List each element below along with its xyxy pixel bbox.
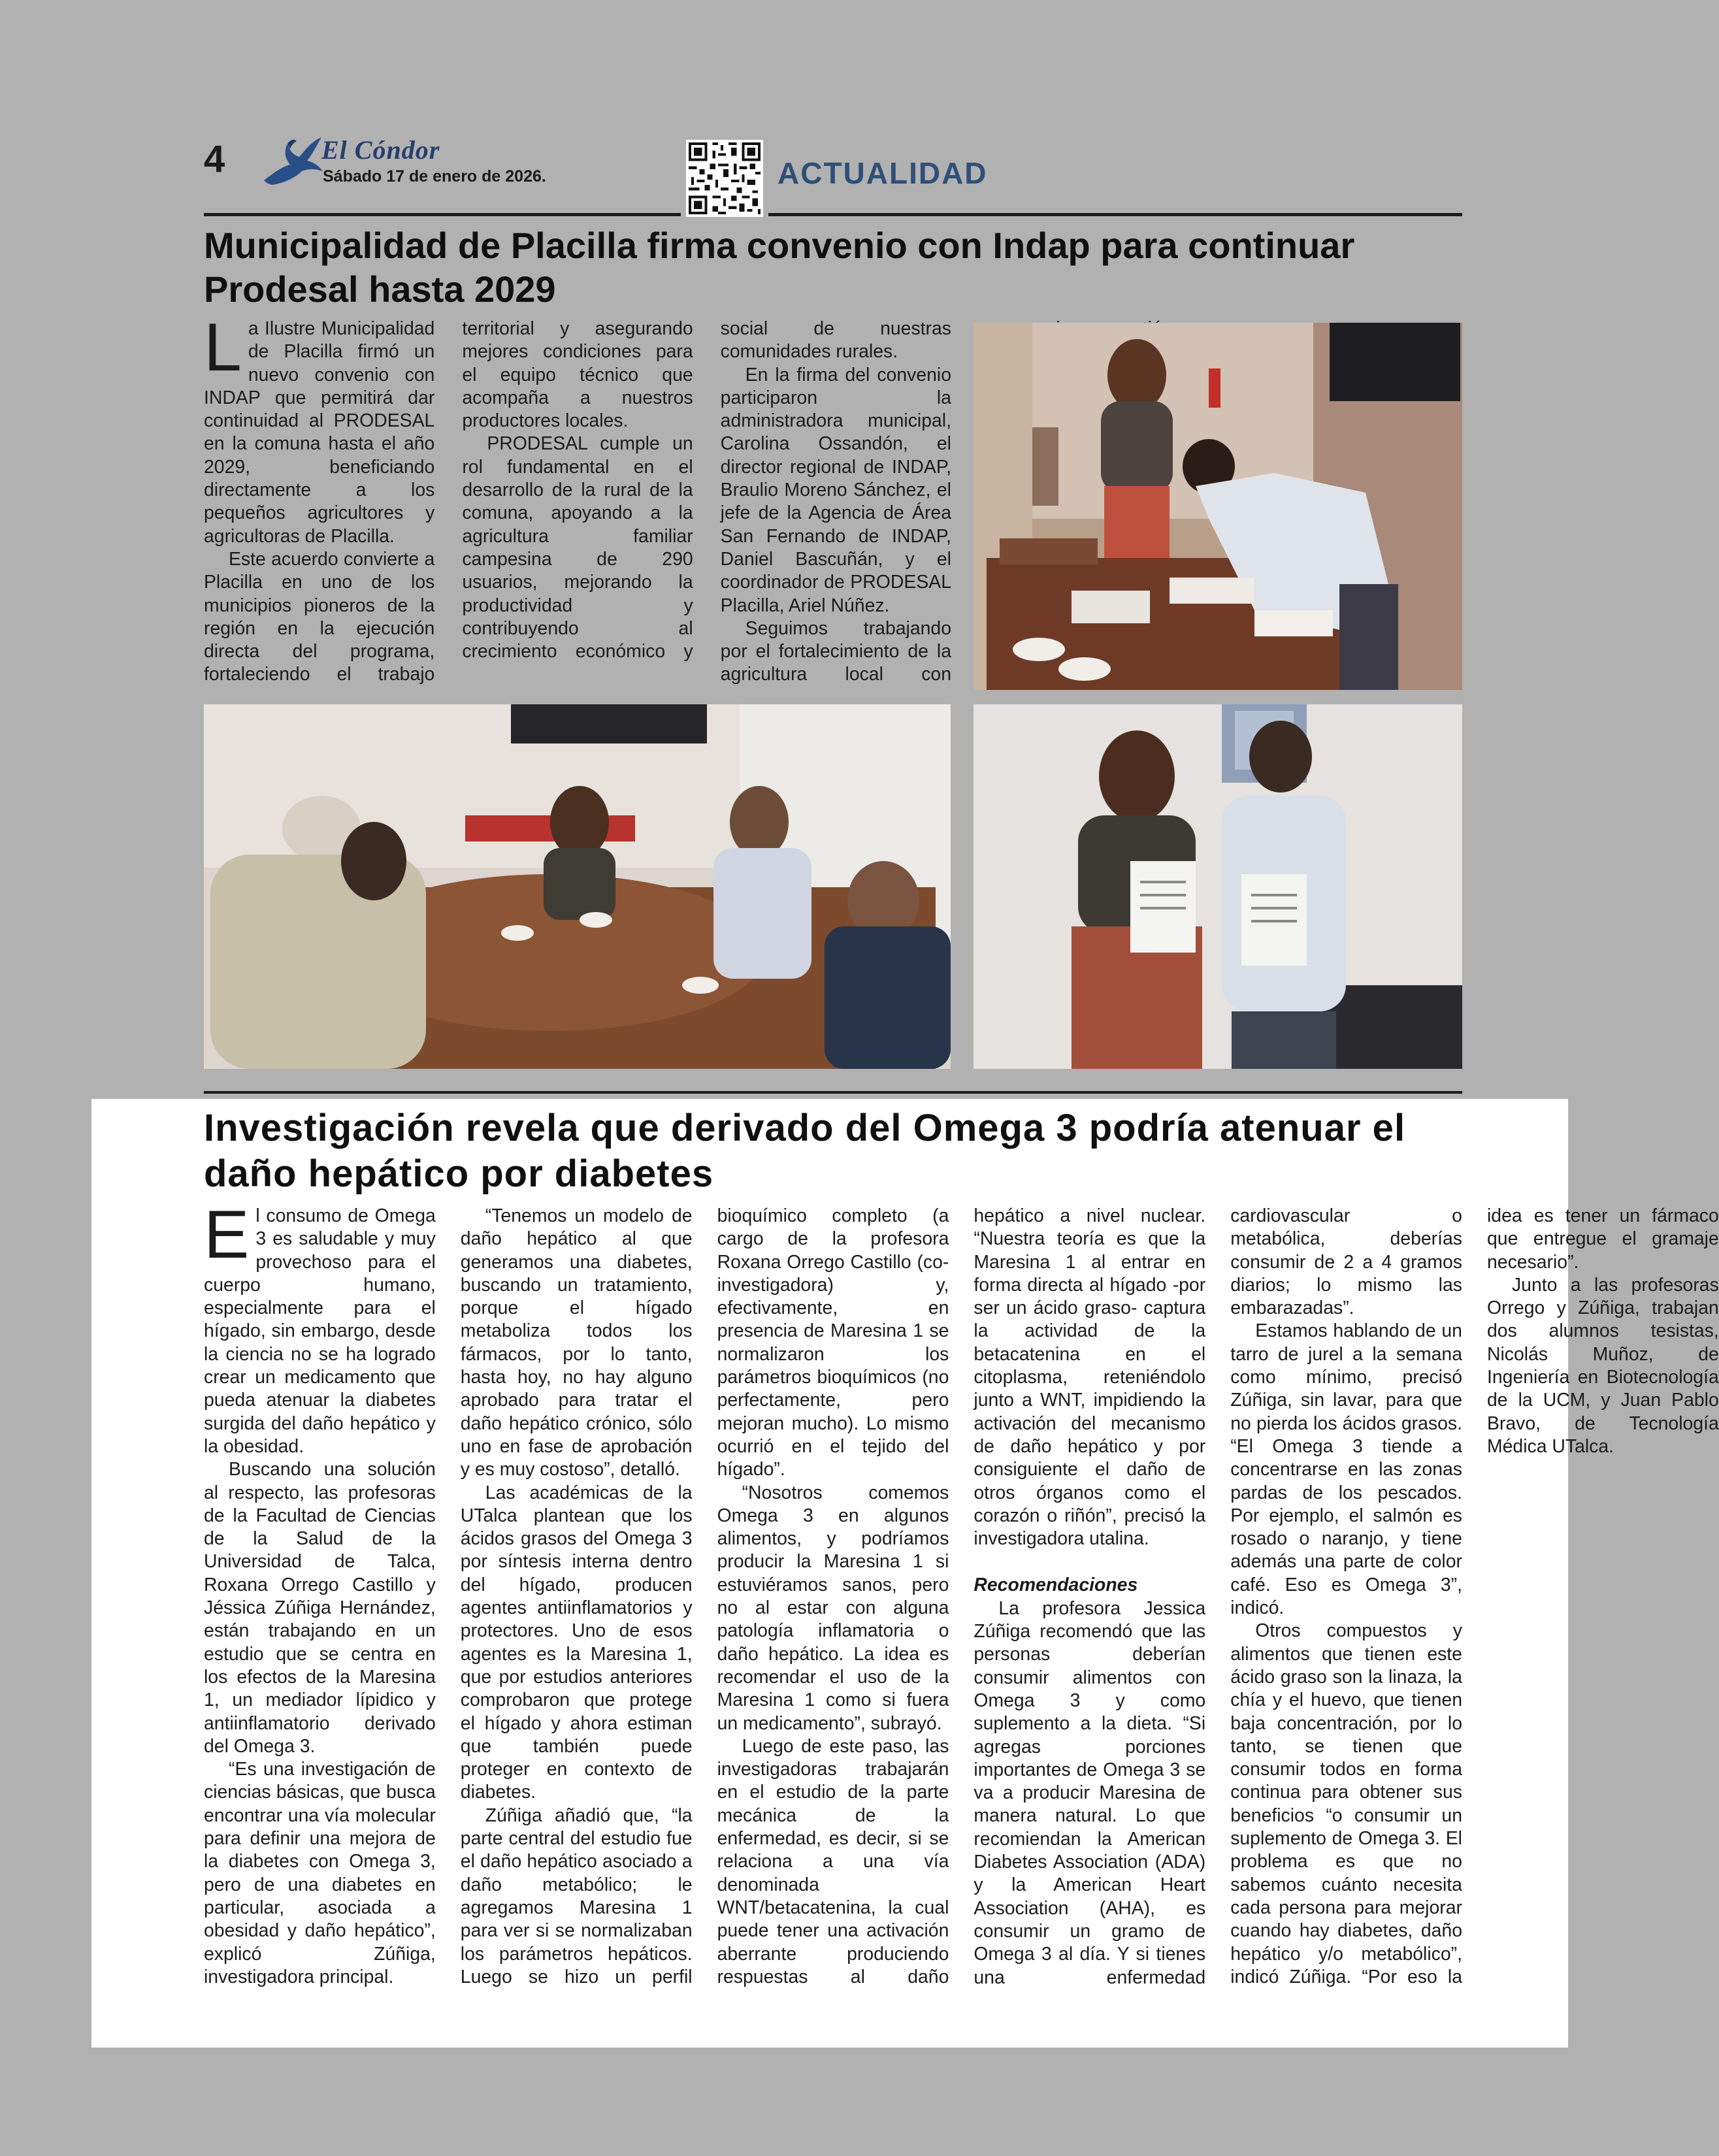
article2-subhead: Recomendaciones	[974, 1575, 1138, 1596]
article1-body	[204, 310, 951, 688]
header-rule-left	[204, 213, 681, 216]
qr-code-icon[interactable]	[686, 140, 763, 217]
article2-paragraph: “Tenemos un modelo de daño hepático al que generamos una diabetes, buscando un tratamiento, porque el hígado metaboliza todos los fármacos, por lo tanto, hasta hoy, no hay alguno aprobado para tratar el daño hepático crónico, sólo uno en fase de aprobación y es muy costoso”, detalló.	[460, 1205, 693, 1480]
photo-certificates	[974, 704, 1462, 1069]
article2-paragraph: Junto a las profesoras Orrego y Zúñiga, trabajan dos alumnos tesistas, Nicolás Muñoz, de Ingeniería en Biotecnología de la UCM, y Juan Pablo Bravo, de Tecnología Médica UTalca.	[1486, 1274, 1719, 1457]
article2-paragraph: Estamos hablando de un tarro de jurel a la semana como mínimo, precisó Zúñiga, sin lavar, para que no pierda los ácidos grasos. “El Omega 3 tiende a concentrarse en las zonas pardas de los pescados. Por ejemplo, el salmón es rosado o naranjo, y tiene además una parte de color café. Eso es Omega 3”, indicó.	[1230, 1320, 1462, 1619]
article2-paragraph: Buscando una solución al respecto, las profesoras de la Facultad de Ciencias de la Salud de la Universidad de Talca, Roxana Orrego Castillo y Jéssica Zúñiga Hernández, están trabajando en un estudio que se centra en los efectos de la Maresina 1, un mediador lípidico y antiinflamatorio derivado del Omega 3.	[204, 1459, 436, 1757]
masthead: El Cóndor	[321, 135, 440, 165]
article1-paragraph: En la firma del convenio participaron la administradora municipal, Carolina Ossandón, el director regional de INDAP, Braulio Moreno Sánchez, el jefe de la Agencia de Área San Fernando de INDAP, Daniel Bascuñán, y el coordinador de PRODESAL Placilla, Ariel Núñez.	[720, 364, 951, 616]
header-rule-right	[768, 213, 1462, 216]
issue-date: Sábado 17 de enero de 2026.	[323, 167, 546, 186]
article2-paragraph: Luego de este paso, las investigadoras trabajarán en el estudio de la parte mecánica de la enfermedad, es decir, si se relaciona a una vía denominada WNT/betacatenina, la cual puede tener una activación aberrante produciendo respuestas al daño hepático a nivel nuclear. “Nuestra teoría es que la Maresina 1 al entrar en forma directa al hígado -por ser un ácido graso- captura la actividad de la betacatenina en el citoplasma, reteniéndolo junto a WNT, impidiendo la activación del mecanismo de daño hepático y por consiguiente el daño de otros órganos como el corazón o riñón”, precisó la investigadora utalina.	[717, 1205, 1206, 1987]
article1-headline: Municipalidad de Placilla firma convenio con Indap para continuar Prodesal hasta 2029	[204, 225, 1355, 310]
section-title: ACTUALIDAD	[778, 156, 988, 190]
article2-paragraph: “Es una investigación de ciencias básicas, que busca encontrar una vía molecular para definir una mejora de la diabetes con Omega 3, pero de una diabetes en particular, asociada a obesidad y daño hepático”, explicó Zúñiga, investigadora principal.	[204, 1759, 436, 1987]
article1-paragraph: PRODESAL cumple un rol fundamental en el desarrollo de la rural de la comuna, apoyando a la agricultura familiar campesina de 290 usuarios, mejorando la productividad y contribuyendo al crecimiento económico y social de nuestras comunidades rurales.	[462, 318, 951, 662]
condor-icon	[261, 135, 324, 191]
article2-headline: Investigación revela que derivado del Omega 3 podría atenuar el daño hepático por diabetes	[204, 1107, 1406, 1195]
article1-dropcap: L	[204, 310, 242, 385]
photo-meeting	[204, 704, 951, 1069]
photo-signing	[974, 323, 1462, 690]
article1-paragraph: Seguimos trabajando por el fortalecimiento de la agricultura local con	[720, 617, 951, 685]
article2-paragraph: “Nosotros comemos Omega 3 en algunos alimentos, y podríamos producir la Maresina 1 si estuviéramos sanos, pero no al estar con alguna patología inflamatoria o daño hepático. La idea es recomendar el uso de la Maresina 1 como si fuera un medicamento”, subrayó.	[717, 1482, 949, 1734]
article1-paragraph: Este acuerdo convierte a Placilla en uno de los municipios pioneros de la región en la ejecución directa del programa, fortaleciendo el trabajo territorial y asegurando mejores condiciones para el equipo técnico que acompaña a nuestros productores locales.	[204, 318, 693, 685]
article-separator	[204, 1091, 1462, 1094]
page-number: 4	[204, 138, 225, 180]
article2-paragraph: El consumo de Omega 3 es saludable y muy provechoso para el cuerpo humano, especialmente para el hígado, sin embargo, desde la ciencia no se ha logrado crear un medicamento que pueda atenuar la diabetes surgida del daño hepático y la obesidad.	[204, 1197, 436, 1457]
article2-paragraph: La profesora Jessica Zúñiga recomendó que las personas deberían consumir alimentos con Omega 3 y como suplemento a la dieta. “Si agregas porciones importantes de Omega 3 se va a producir Maresina de manera natural. Lo que recomiendan la American Diabetes Association (ADA) y la American Heart Association (AHA), es consumir un gramo de Omega 3 al día. Y si tienes una enfermedad cardiovascular o metabólica, deberías consumir de 2 a 4 gramos diarios; lo mismo las embarazadas”.	[974, 1205, 1462, 1988]
article2-paragraph: Las académicas de la UTalca plantean que los ácidos grasos del Omega 3 por síntesis interna dentro del hígado, producen agentes antiinflamatorios y protectores. Uno de esos agentes es la Maresina 1, que por estudios anteriores comprobaron que protege el hígado y ahora estiman que también puede proteger en contexto de diabetes.	[460, 1482, 693, 1803]
article2-paragraph: Zúñiga añadió que, “la parte central del estudio fue el daño hepático asociado a daño metabólico; le agregamos Maresina 1 para ver si se normalizaban los parámetros hepáticos. Luego se hizo un perfil bioquímico completo (a cargo de la profesora Roxana Orrego Castillo (co-investigadora) y, efectivamente, en presencia de Maresina 1 se normalizaron los parámetros bioquímicos (no perfectamente, pero mejoran mucho). Lo mismo ocurrió en el tejido del hígado”.	[460, 1205, 949, 1987]
article1-paragraph: La Ilustre Municipalidad de Placilla firmó un nuevo convenio con INDAP que permitirá dar continuidad al PRODESAL en la comuna hasta el año 2029, beneficiando directamente a los pequeños agricultores y agricultoras de Placilla.	[204, 310, 435, 547]
article2-body	[204, 1197, 1719, 1997]
article2-paragraph: Otros compuestos y alimentos que tienen este ácido graso son la linaza, la chía y el huevo, que tienen baja concentración, por lo tanto, se tienen que consumir todos en forma continua para obtener sus beneficios “o consumir un suplemento de Omega 3. El problema es que no sabemos cuánto necesita cada persona para mejorar cuando hay diabetes, daño hepático y/o metabólico”, indicó Zúñiga. “Por eso la idea es tener un fármaco que entregue el gramaje necesario”.	[1230, 1205, 1719, 1987]
article2-dropcap: E	[204, 1197, 250, 1273]
